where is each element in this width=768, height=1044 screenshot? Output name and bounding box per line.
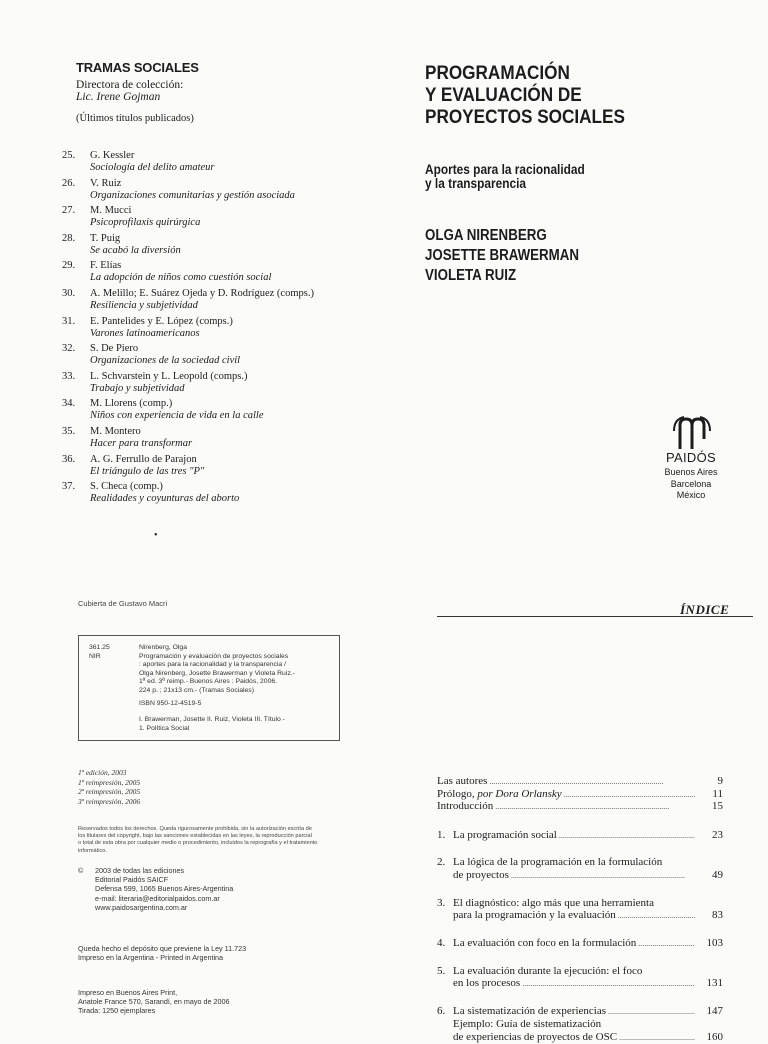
index-title: ÍNDICE [680,602,730,617]
item-work: Realidades y coyunturas del aborto [90,493,240,505]
list-item [62,398,392,426]
list-item [62,233,392,261]
catalog-classification [89,644,110,661]
toc-number: 5. [437,964,446,977]
toc-page: 49 [712,868,723,881]
publisher-city: México [676,490,706,500]
list-item [62,260,392,288]
item-number: 29. [62,260,76,272]
deposit-line: Impreso en la Argentina - Printed in Argentina [78,953,224,963]
item-work: Niños con experiencia de vida en la calle [90,410,264,422]
item-number: 26. [62,177,76,189]
toc-leader [619,1031,695,1044]
copyright-email: e-mail: literaria@editorialpaidos.com.ar [95,893,220,903]
toc-leader [511,869,695,882]
toc-page: 131 [706,977,723,989]
table-of-contents [437,775,723,1044]
copyright-line: 2003 de todas las ediciones [95,866,185,875]
publisher-name: PAIDÓS [666,450,716,465]
copyright-website: www.paidosargentina.com.ar [95,902,188,912]
edition-line: 2ª reimpresión, 2005 [78,787,141,796]
toc-number: 6. [437,1005,446,1017]
toc-entry [437,937,723,950]
toc-label: La sistematización de experiencias [453,1005,607,1017]
item-number: 36. [62,453,76,465]
toc-entry [437,1005,723,1044]
toc-page: 9 [717,775,723,787]
toc-leader [564,788,695,802]
item-work: El triángulo de las tres "P" [90,465,205,477]
item-number: 28. [62,232,76,244]
toc-leader [489,775,695,789]
toc-label: en los procesos [453,977,521,989]
toc-label: La programación social [453,828,557,841]
publisher-city: Barcelona [670,478,712,489]
catalog-line: Nirenberg, Olga [139,644,187,651]
copyright-block [78,866,368,912]
printer-info [78,988,378,1016]
item-work: Varones latinoamericanos [90,327,200,339]
toc-entry [437,775,723,788]
catalog-class-line: 361.25 [89,644,110,651]
catalog-line: : aportes para la racionalidad y la transparencia / [139,661,286,669]
list-item [62,343,392,371]
book-subtitle-line: y la transparencia [425,176,527,191]
item-author: F. Elías [90,260,122,272]
rights-notice [78,826,368,855]
toc-label: Introducción [437,800,494,812]
catalog-note-line: I. Brawerman, Josette II. Ruiz, Violeta III. Título - [139,716,285,723]
toc-sublabel-line: Ejemplo: Guía de sistematización [453,1017,602,1030]
toc-label: para la programación y la evaluación [453,909,616,921]
director-label: Directora de colección: [76,79,184,91]
item-work: Organizaciones de la sociedad civil [90,355,241,367]
book-subtitle [425,163,689,191]
toc-page: 160 [706,1030,723,1043]
toc-number: 1. [437,828,446,841]
list-item [62,481,392,509]
cover-credit: Cubierta de Gustavo Macri [78,599,168,608]
edition-line: 3ª reimpresión, 2006 [78,796,141,806]
toc-leader [608,1005,695,1019]
toc-leader [618,909,695,922]
author-name: OLGA NIRENBERG [425,227,547,244]
item-author: E. Pantelides y E. López (comps.) [90,315,233,327]
item-author: L. Schvarstein y L. Leopold (comps.) [90,370,248,382]
printer-line: Impreso en Buenos Aires Print, [78,988,178,997]
bullet-mark: • [154,530,158,541]
toc-label-line: El diagnóstico: algo más que una herramienta [453,896,654,909]
deposit-line: Queda hecho el depósito que previene la Ley 11.723 [78,944,247,953]
toc-page: 15 [712,800,723,812]
item-author: G. Kessler [90,150,135,161]
toc-label-prefix: Prólogo, [437,787,478,800]
toc-entry [437,897,723,923]
item-work: Organizaciones comunitarias y gestión asociada [90,189,295,201]
paidos-logo-icon [672,415,712,451]
index-divider [437,616,753,617]
item-author: M. Mucci [90,205,132,217]
item-work: Trabajo y subjetividad [90,382,185,394]
toc-label-line: La lógica de la programación en la formulación [453,856,663,868]
item-number: 34. [62,398,76,410]
toc-label: de proyectos [453,868,509,881]
list-item [62,371,392,399]
item-number: 25. [62,150,76,161]
catalog-body [139,644,331,696]
item-author: M. Montero [90,425,141,437]
toc-entry [437,965,723,991]
catalog-notes [139,716,331,733]
author-name: JOSETTE BRAWERMAN [425,247,580,264]
catalog-line: Olga Nirenberg, Josette Brawerman y Violeta Ruiz.- [139,669,295,677]
item-number: 32. [62,343,76,355]
toc-sublabel: de experiencias de proyectos de OSC [453,1030,618,1043]
catalog-card [78,635,340,741]
toc-page: 23 [712,828,723,841]
list-item [62,150,392,178]
list-item [62,316,392,344]
toc-label: La evaluación con foco en la formulación [453,937,637,949]
catalog-class-line: NIR [89,652,101,660]
item-author: T. Puig [90,232,121,244]
item-work: Se acabó la diversión [90,244,181,256]
catalog-line: Programación y evaluación de proyectos sociales [139,652,289,660]
latest-titles-label: (Últimos títulos publicados) [76,113,194,124]
toc-page: 83 [712,909,723,921]
item-number: 37. [62,481,76,493]
toc-label [437,788,562,801]
toc-number: 4. [437,937,446,949]
item-author: V. Ruiz [90,177,122,189]
book-title-line: PROGRAMACIÓN [425,62,570,84]
toc-entry [437,829,723,842]
toc-page: 147 [706,1005,723,1017]
item-number: 30. [62,287,76,299]
rights-line: o total de esta obra por cualquier medio o procedimiento, incluidos la reprografía y el tratamiento [78,840,318,847]
list-item [62,426,392,454]
list-item [62,205,392,233]
book-title [425,62,715,128]
item-work: La adopción de niños como cuestión social [90,272,272,284]
edition-line: 1ª reimpresión, 2005 [78,777,141,787]
toc-entry [437,856,723,882]
item-work: Psicoprofilaxis quirúrgica [90,217,201,229]
toc-number: 3. [437,896,446,909]
copyright-line: Defensa 599, 1065 Buenos Aires-Argentina [95,884,234,894]
legal-deposit [78,944,378,962]
toc-label-line: La evaluación durante la ejecución: el foco [453,964,643,977]
toc-page: 11 [712,787,723,800]
catalog-line: 224 p. ; 21x13 cm.- (Tramas Sociales) [139,686,254,694]
item-author: M. Llorens (comp.) [90,398,173,410]
list-item [62,178,392,206]
item-number: 31. [62,315,76,327]
toc-leader [559,829,695,843]
toc-entry [437,788,723,801]
edition-line: 1ª edición, 2003 [78,768,127,777]
item-author: A. Melillo; E. Suárez Ojeda y D. Rodríguez (comps.) [90,287,314,299]
printer-line: Anatole France 570, Sarandí, en mayo de 2006 [78,997,230,1007]
publisher-city: Buenos Aires [664,467,718,477]
copyright-line: Editorial Paidós SAICF [95,875,169,885]
rights-line: los titulares del copyright, bajo las sanciones establecidas en las leyes, la reproducción parcial [78,833,312,840]
director-name: Lic. Irene Gojman [76,91,161,103]
toc-leader [638,937,695,951]
item-author: S. Checa (comp.) [90,481,163,493]
book-authors [425,226,683,286]
book-subtitle-line: Aportes para la racionalidad [425,162,585,177]
rights-line: informático. [78,847,107,854]
rights-line: Reservados todos los derechos. Queda rigurosamente prohibida, sin la autorización escrita de [78,826,312,832]
item-author: S. De Piero [90,343,139,355]
printer-line: Tirada: 1250 ejemplares [78,1006,156,1016]
copyright-symbol: © [78,866,84,875]
list-item [62,454,392,482]
list-item [62,288,392,316]
catalog-isbn: ISBN 950-12-4519-5 [139,700,202,707]
author-name: VIOLETA RUIZ [425,267,517,284]
item-number: 33. [62,370,76,382]
publisher-cities [646,467,736,502]
series-list [62,150,392,509]
book-title-line: Y EVALUACIÓN DE [425,84,582,106]
series-title: TRAMAS SOCIALES [76,60,199,75]
book-title-line: PROYECTOS SOCIALES [425,106,625,128]
item-author: A. G. Ferrullo de Parajon [90,453,197,465]
toc-label-italic: por Dora Orlansky [477,787,562,800]
toc-number: 2. [437,856,446,868]
toc-label: Las autores [437,775,488,787]
item-work: Sociología del delito amateur [90,162,215,173]
item-number: 35. [62,425,76,437]
toc-page: 103 [706,937,723,949]
toc-leader [495,800,695,814]
toc-entry [437,800,723,813]
catalog-note-line: 1. Política Social [139,724,190,732]
edition-history [78,768,140,806]
toc-leader [522,977,695,990]
item-work: Hacer para transformar [90,437,193,449]
item-number: 27. [62,205,76,217]
catalog-line: 1ª ed. 3ª reimp.- Buenos Aires : Paidós, 2006. [139,678,278,686]
item-work: Resiliencia y subjetividad [90,299,198,311]
